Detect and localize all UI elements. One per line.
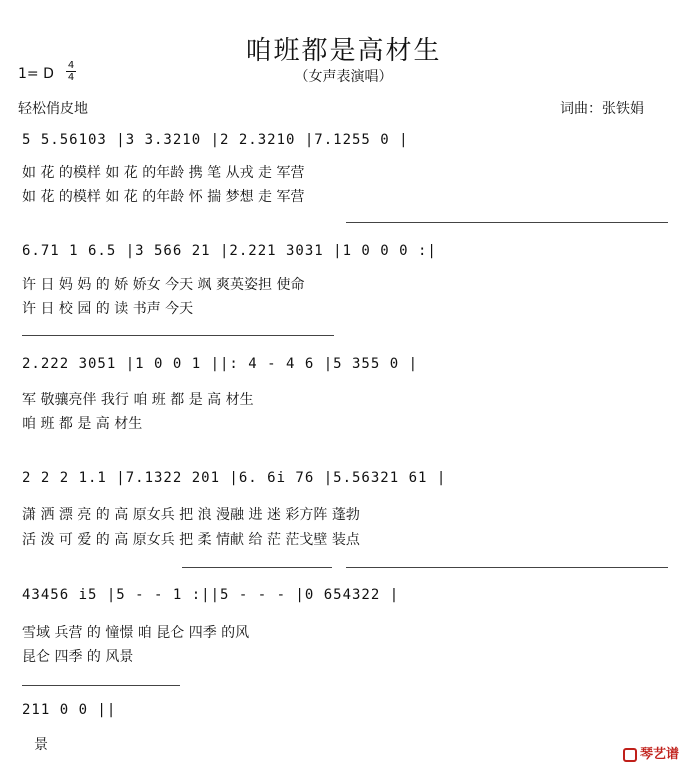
volta-bracket: [182, 567, 332, 568]
volta-bracket: [22, 335, 334, 336]
song-title: 咱班都是高材生: [245, 36, 442, 66]
volta-bracket: [22, 685, 180, 686]
site-logo: [623, 743, 679, 762]
lyric-line-6a: 景: [34, 737, 48, 753]
lyric-line-4b: 活 泼 可 爱 的 高 原女兵 把 柔 情献 给 茫 茫戈壁 装点: [22, 532, 360, 548]
lyric-line-2b: 许 日 校 园 的 读 书声 今天: [22, 301, 194, 317]
volta-bracket: [346, 567, 668, 568]
notation-line-5: 43456 i5 |5 - - 1 :||5 - - - |0 654322 |: [22, 587, 400, 603]
notation-line-3: 2.222 3051 |1 0 0 1 ||: 4 - 4 6 |5 355 0 |: [22, 356, 419, 372]
notation-line-4: 2 2 2 1.1 |7.1322 201 |6. 6i 76 |5.56321 61 |: [22, 470, 447, 486]
volta-bracket: [346, 222, 668, 223]
lyric-line-4a: 潇 洒 漂 亮 的 高 原女兵 把 浪 漫融 进 迷 彩方阵 蓬勃: [22, 507, 360, 523]
lyric-line-5b: 昆仑 四季 的 风景: [22, 649, 134, 665]
notation-line-6: 211 0 0 ||: [22, 702, 117, 718]
time-numerator: 4: [67, 60, 75, 71]
tempo-marking: 轻松俏皮地: [18, 101, 88, 117]
logo-icon: [623, 748, 637, 762]
lyric-line-3b: 咱 班 都 是 高 材生: [22, 416, 143, 432]
key-signature: 1= D: [18, 66, 54, 82]
time-signature: [66, 60, 76, 83]
lyric-line-3a: 军 敬骧亮伴 我行 咱 班 都 是 高 材生: [22, 392, 254, 408]
notation-line-1: 5 5.56103 |3 3.3210 |2 2.3210 |7.1255 0 |: [22, 132, 409, 148]
logo-text: 琴艺谱: [639, 747, 679, 762]
credits: 词曲：张铁娟: [560, 101, 644, 117]
notation-line-2: 6.71 1 6.5 |3 566 21 |2.221 3031 |1 0 0 0 :|: [22, 243, 437, 259]
song-subtitle: （女声表演唱）: [294, 69, 393, 85]
time-denominator: 4: [67, 72, 75, 83]
lyric-line-5a: 雪域 兵营 的 憧憬 咱 昆仑 四季 的风: [22, 625, 250, 641]
lyric-line-1a: 如 花 的模样 如 花 的年龄 携 笔 从戎 走 军营: [22, 165, 305, 181]
lyric-line-1b: 如 花 的模样 如 花 的年龄 怀 揣 梦想 走 军营: [22, 189, 305, 205]
lyric-line-2a: 许 日 妈 妈 的 娇 娇女 今天 飒 爽英姿担 使命: [22, 277, 305, 293]
